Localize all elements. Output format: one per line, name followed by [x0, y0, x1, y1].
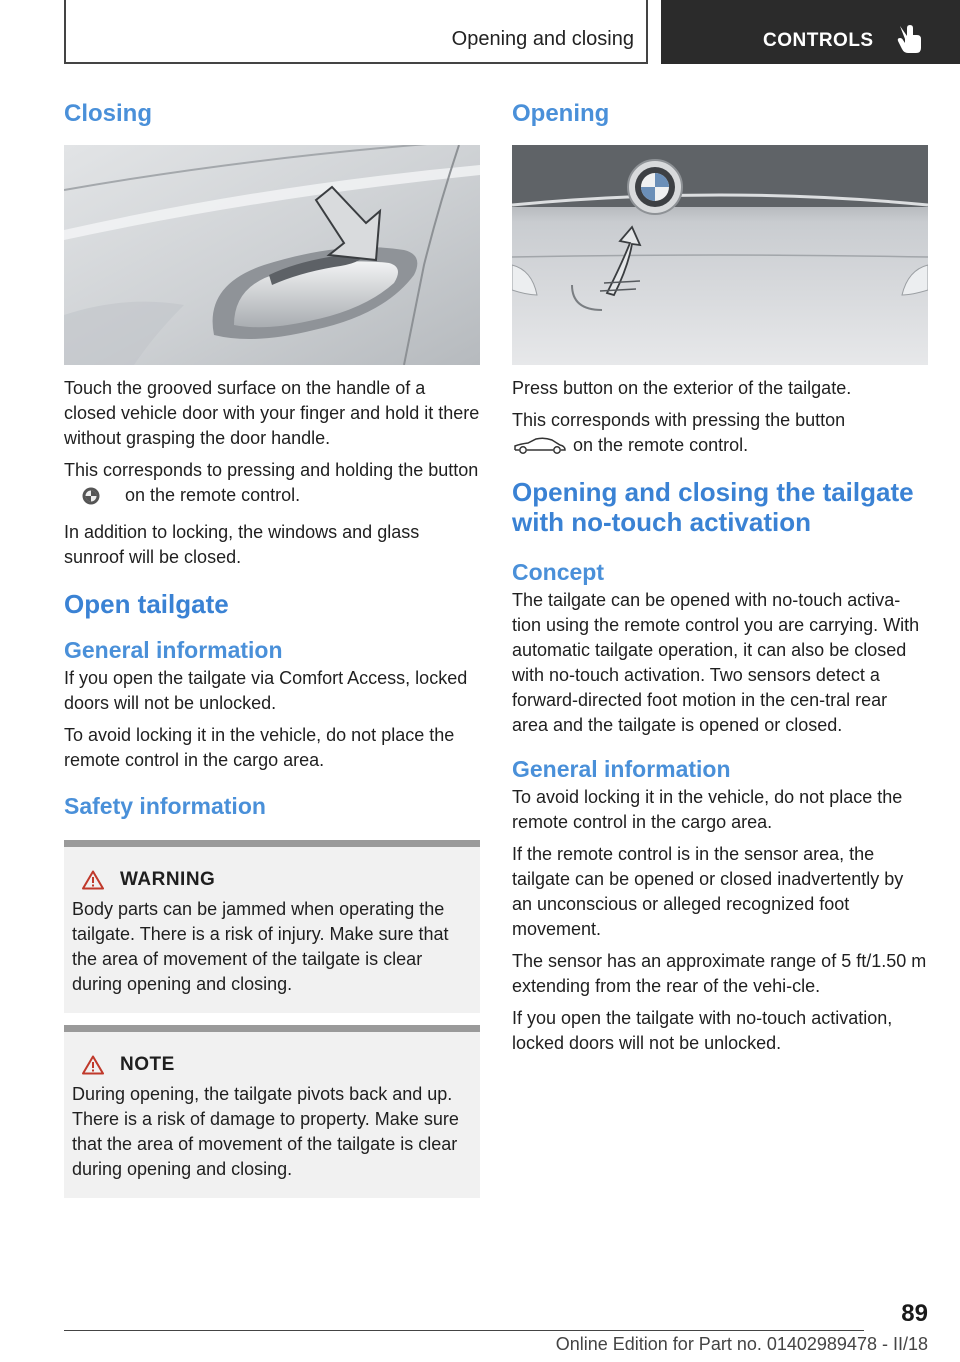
note-title: NOTE	[120, 1054, 175, 1075]
safety-info-heading: Safety information	[64, 793, 266, 819]
closing-paragraph-2	[64, 458, 480, 508]
header-section-title: Opening and closing	[451, 28, 634, 50]
general-paragraph-1-right: To avoid locking it in the vehicle, do not place the remote control in the cargo area.	[512, 787, 903, 832]
concept-heading: Concept	[512, 559, 604, 585]
general-paragraph-1-left: If you open the tailgate via Comfort Access, locked doors will not be unlocked.	[64, 668, 468, 713]
closing-paragraph-1: Touch the grooved surface on the handle of a closed vehicle door with your finger and hold it there without grasping the door handle.	[64, 378, 480, 448]
note-triangle-icon	[82, 1055, 104, 1075]
opening-p2-text-b: on the remote control.	[573, 435, 749, 455]
opening-p2-text-a: This corresponds with pressing the button	[512, 410, 846, 430]
general-paragraph-3-right: The sensor has an approximate range of 5 ft/1.50 m extending from the rear of the vehi‐cle.	[512, 951, 927, 996]
concept-paragraph: The tailgate can be opened with no-touch activa‐tion using the remote control you are carrying. With automatic tailgate operation, it can also be closed with no-touch activation. Two sensors detect a forward-directed foot motion in the cen‐tral rear area and the tailgate is opened or closed.	[512, 590, 920, 735]
opening-paragraph-1: Press button on the exterior of the tailgate.	[512, 378, 852, 398]
closing-p2-text-a: This corresponds to pressing and holding the button	[64, 460, 479, 480]
tailgate-button-illustration	[512, 145, 928, 365]
closing-heading: Closing	[64, 100, 152, 127]
door-handle-illustration	[64, 145, 480, 365]
note-text: During opening, the tailgate pivots back and up. There is a risk of damage to property. Make sure that the area of movement of the tailgate is clear during opening and closing.	[72, 1084, 459, 1179]
opening-heading: Opening	[512, 100, 610, 127]
warning-box	[64, 840, 480, 1013]
right-column	[512, 100, 928, 1063]
footer-divider	[64, 1330, 864, 1331]
header-bar	[64, 0, 648, 64]
general-paragraph-2-right: If the remote control is in the sensor area, the tailgate can be opened or closed inadvertently by an unconscious or alleged recognized foot movement.	[512, 844, 904, 939]
closing-paragraph-3: In addition to locking, the windows and glass sunroof will be closed.	[64, 522, 420, 567]
open-tailgate-heading: Open tailgate	[64, 589, 229, 619]
closing-p2-text-b: on the remote control.	[125, 485, 301, 505]
footer-edition-text: Online Edition for Part no. 01402989478 - II/18	[555, 1334, 928, 1354]
header-chapter-tab	[661, 0, 960, 64]
no-touch-heading: Opening and closing the tailgate with no-touch activation	[512, 477, 914, 537]
opening-paragraph-2	[512, 408, 928, 458]
chapter-tab-label: CONTROLS	[763, 30, 874, 51]
page-number: 89	[901, 1300, 928, 1327]
general-info-heading-right: General information	[512, 756, 731, 782]
general-paragraph-4-right: If you open the tailgate with no-touch activation, locked doors will not be unlocked.	[512, 1008, 893, 1053]
warning-text: Body parts can be jammed when operating the tailgate. There is a risk of injury. Make sure that the area of movement of the tailgate is clear during opening and closing.	[72, 899, 449, 994]
warning-triangle-icon	[82, 870, 104, 890]
lock-button-icon	[64, 486, 120, 506]
car-tailgate-button-icon	[512, 436, 568, 456]
note-box	[64, 1025, 480, 1198]
general-paragraph-2-left: To avoid locking it in the vehicle, do not place the remote control in the cargo area.	[64, 725, 455, 770]
warning-title: WARNING	[120, 869, 216, 890]
general-info-heading-left: General information	[64, 637, 283, 663]
left-column	[64, 100, 480, 1198]
hand-pointer-icon	[897, 24, 923, 54]
